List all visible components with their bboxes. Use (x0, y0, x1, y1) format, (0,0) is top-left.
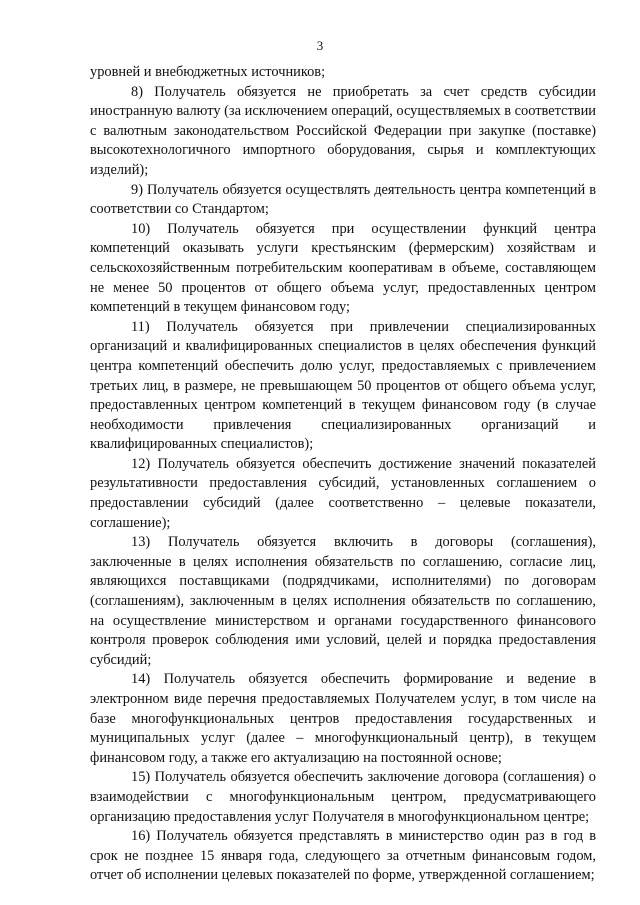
paragraph-item-16: 16) Получатель обязуется представлять в министерство один раз в год в срок не позднее 15 января года, следующего за отчетным финансовым годом, отчет об исполнении целевых показателей по форме, утвержденной соглашением; (90, 828, 596, 884)
paragraph-item-8: 8) Получатель обязуется не приобретать за счет средств субсидии иностранную валюту (за исключением операций, осуществляемых в соответствии с валютным законодательством Российской Федерации при закупке (поставке) высокотехнологичного импортного оборудования, сырья и комплектующих изделий); (90, 83, 596, 178)
document-body (90, 63, 596, 886)
paragraph-item-13: 13) Получатель обязуется включить в договоры (соглашения), заключенные в целях исполнения обязательств по соглашению, согласие лиц, являющихся поставщиками (подрядчиками, исполнителями) по договорам (соглашениям), заключенным в целях исполнения обязательств по соглашению, на осуществление министерством и органами государственного финансового контроля проверок соблюдения ими условий, целей и порядка предоставления субсидий; (90, 534, 596, 668)
paragraph-continuation: уровней и внебюджетных источников; (90, 64, 326, 80)
page-number: 3 (316, 38, 324, 53)
paragraph-item-14: 14) Получатель обязуется обеспечить формирование и ведение в электронном виде перечня предоставляемых Получателем услуг, в том числе на базе многофункциональных центров предоставления государственных и муниципальных услуг (далее – многофункциональный центр), в текущем финансовом году, а также его актуализацию на постоянной основе; (90, 671, 596, 766)
paragraph-item-11: 11) Получатель обязуется при привлечении специализированных организаций и квалифицированных специалистов в целях обеспечения функций центра компетенций обеспечить долю услуг, предоставляемых с привлечением третьих лиц, в размере, не превышающем 50 процентов от общего объема услуг, предоставленных центром компетенций в текущем финансовом году (в случае необходимости привлечения специализированных организаций и квалифицированных специалистов); (90, 318, 596, 453)
paragraph-item-15: 15) Получатель обязуется обеспечить заключение договора (соглашения) о взаимодействии с многофункциональным центром, предусматривающего организацию предоставления услуг Получателя в многофункциональном центре; (90, 769, 596, 825)
paragraph-item-10: 10) Получатель обязуется при осуществлении функций центра компетенций оказывать услуги крестьянским (фермерским) хозяйствам и сельскохозяйственным потребительским кооперативам в объеме, составляющем не менее 50 процентов от общего объема услуг, предоставленных центром компетенций в текущем финансовом году; (90, 220, 596, 316)
paragraph-item-12: 12) Получатель обязуется обеспечить достижение значений показателей результативности предоставления субсидий, установленных соглашением о предоставлении субсидий (далее соответственно – целевые показатели, соглашение); (90, 455, 596, 531)
paragraph-item-9: 9) Получатель обязуется осуществлять деятельность центра компетенций в соответствии со Стандартом; (90, 181, 596, 218)
